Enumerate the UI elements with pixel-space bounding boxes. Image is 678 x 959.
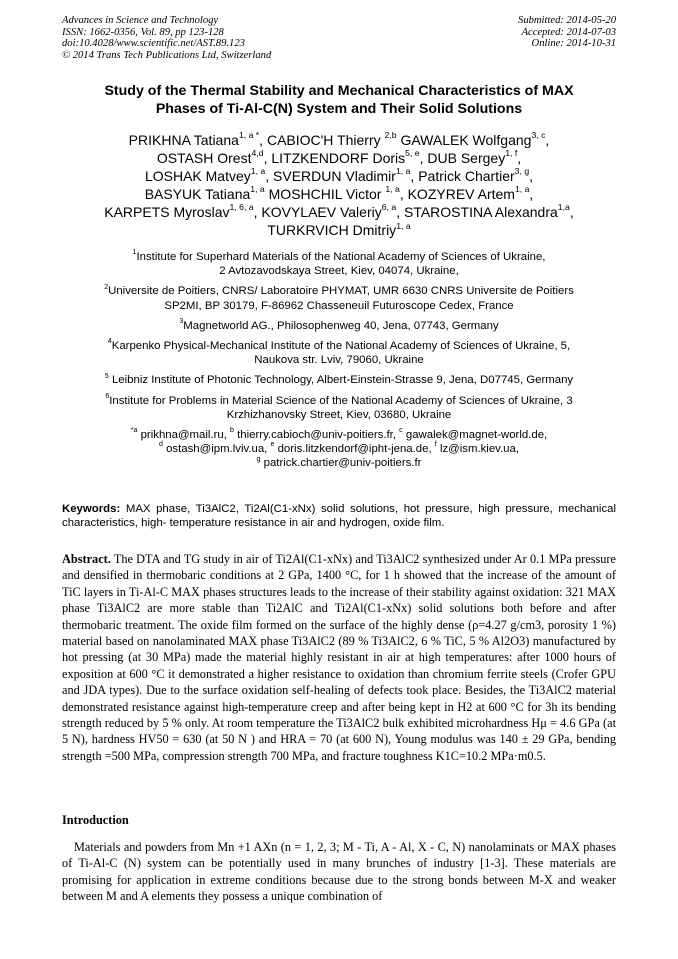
- affiliation-text: SP2MI, BP 30179, F-86962 Chasseneuil Futuroscope Cedex, France: [164, 299, 514, 312]
- accepted-date: Accepted: 2014-07-03: [521, 26, 616, 38]
- author-name: STAROSTINA Alexandra: [403, 204, 558, 221]
- affiliation-2: [62, 284, 616, 312]
- affiliation-text: Leibniz Institute of Photonic Technology, Albert-Einstein-Strasse 9, Jena, D07745, Germany: [108, 374, 574, 387]
- author-line-2: OSTASH Orest$^{4,d}$, LITZKENDORF Doris$^{5, e}$, DUB Sergey$^{1, f}$,: [156, 148, 522, 167]
- email-list: $^{*a}$ prikhna@mail.ru, $^b$ thierry.cabioch@univ-poitiers.fr, $^c$ gawalek@magnet-world.de, $^d$ ostash@ipm.lviv.ua, $^e$ doris.litzkendorf@ipht-jena.de, $^f$ lz@ism.kiev.ua, $^g$ patrick.chartier@univ-poitiers.fr: [130, 427, 548, 470]
- affiliation-5: [62, 373, 616, 387]
- author-name: Patrick Chartier: [418, 168, 515, 185]
- affiliation-6: [62, 394, 616, 422]
- author-name: DUB Sergey: [427, 150, 506, 167]
- affiliation-3: [62, 319, 616, 333]
- author-sup: 1,a: [557, 202, 570, 213]
- keywords-section: [62, 503, 616, 531]
- author-sup: 1, a *: [238, 130, 260, 141]
- author-sup: 1, 6, a: [229, 202, 254, 213]
- journal-header: [62, 15, 271, 61]
- author-sup: 1, a: [250, 166, 266, 177]
- author-name: MOSHCHIL Victor: [268, 186, 386, 203]
- affiliation-text: Magnetworld AG., Philosophenweg 40, Jena, 07743, Germany: [183, 319, 499, 332]
- author-sup: 3, c: [531, 130, 546, 141]
- affiliation-number: 6: [105, 392, 110, 400]
- email-b[interactable]: thierry.cabioch@univ-poitiers.fr,: [237, 429, 396, 442]
- author-name: KOVYLAEV Valeriy: [261, 204, 382, 221]
- affiliation-number: 3: [179, 317, 184, 325]
- author-line-5: KARPETS Myroslav$^{1, 6, a}$, KOVYLAEV Valeriy$^{6, a}$, STAROSTINA Alexandra$^{1,a}$,: [104, 202, 574, 221]
- journal-name: Advances in Science and Technology: [62, 15, 219, 26]
- copyright: © 2014 Trans Tech Publications Ltd, Switzerland: [62, 49, 272, 61]
- author-sup: 5, e: [405, 148, 420, 159]
- affiliation-text: Krzhizhanovsky Street, Kiev, 03680, Ukraine: [226, 408, 452, 421]
- keywords-label: Keywords:: [62, 503, 121, 515]
- author-name: BASYUK Tatiana: [144, 186, 251, 203]
- affiliation-text: Institute for Problems in Material Science of the National Academy of Sciences of Ukraine, 3: [109, 394, 573, 407]
- author-name: KARPETS Myroslav: [104, 204, 230, 221]
- affiliation-4: [62, 339, 616, 367]
- author-list: [62, 131, 616, 240]
- doi: doi:10.4028/www.scientific.net/AST.89.123: [62, 38, 245, 50]
- author-sup: 4,d: [251, 148, 264, 159]
- email-g[interactable]: patrick.chartier@univ-poitiers.fr: [263, 457, 422, 470]
- affiliation-number: 1: [132, 249, 137, 257]
- submitted-date: Submitted: 2014-05-20: [518, 15, 616, 26]
- affiliation-number: 4: [107, 338, 112, 346]
- title-line-2: Phases of Ti-Al-C(N) System and Their Solid Solutions: [155, 101, 523, 117]
- issn: ISSN: 1662-0356, Vol. 89, pp 123-128: [62, 26, 224, 38]
- author-name: LITZKENDORF Doris: [271, 150, 406, 167]
- affiliation-text: 2 Avtozavodskaya Street, Kiev, 04074, Ukraine,: [219, 265, 459, 278]
- author-sup: 1, f: [505, 148, 518, 159]
- affiliation-1: [62, 250, 616, 278]
- section-heading: Introduction: [62, 813, 129, 827]
- author-name: TURKRVICH Dmitriy: [267, 222, 397, 239]
- author-line-3: LOSHAK Matvey$^{1, a}$, SVERDUN Vladimir$^{1, a}$, Patrick Chartier$^{3, g}$,: [144, 166, 534, 185]
- introduction-text: Materials and powders from Mn +1 AXn (n = 1, 2, 3; M - Ti, A - Al, X - C, N) nanolaminats or MAX phases of Ti-Al-C (N) system can be potentially used in many brunches of industry [1-3]. These materials are promising for application in extreme conditions because due to the strong bonds between M-X and weaker between M and A elements they possess a unique combination of: [62, 840, 616, 904]
- author-name: LOSHAK Matvey: [144, 168, 251, 185]
- abstract-text: The DTA and TG study in air of Ti2Al(C1-xNx) and Ti3AlC2 synthesized under Ar 0.1 MPa pressure and densified in thermobaric conditions at 2 GPa, 1400 °C, for 1 h showed that the increase of the amount of TiC layers in Ti-Al-C MAX phases structures leads to the increase of their stability against oxidation: 321 MAX phase Ti3AlC2 are more stable than Ti2AlC and Ti2Al(C1-xNx) solid solutions both before and after thermobaric treatment. The oxide film formed on the surface of the highly dense (ρ=4.27 g/cm3, porosity 1 %) material based on nanolaminated MAX phase Ti3AlC2 (89 % Ti3AlC2, 6 % TiC, 5 % Al2O3) manufactured by hot pressing (at 30 MPa) made the material highly resistant in air at high temperatures: after 1000 hours of exposition at 600 °C it demonstrated a higher resistance to oxidation than chromium ferrite steels (Crofer GPU and JDA types). Due to the surface oxidation self-healing of defects took place. Besides, the Ti3AlC2 material demonstrated resistance against high-temperature creep and after being kept in H2 at 600 °C for 3h its bending strength reduced by 5 % only. At room temperature the Ti3AlC2 bulk exhibited microhardness Hμ = 4.6 GPa (at 5 N), hardness HV50 = 630 (at 50 N ) and HRA = 70 (at 600 N), Young modulus was 140 ± 29 GPa, bending strength =500 MPa, compression strength 700 MPa, and fracture toughness K1C=10.2 MPa·m0.5.: [62, 552, 616, 763]
- title-line-1: Study of the Thermal Stability and Mechanical Characteristics of MAX: [104, 83, 574, 99]
- author-name: GAWALEK Wolfgang: [400, 132, 532, 148]
- author-sup: 1, a: [395, 166, 411, 177]
- affiliation-text: Karpenko Physical-Mechanical Institute of the National Academy of Sciences of Ukraine, 5,: [111, 340, 571, 353]
- author-name: KOZYREV Artem: [407, 186, 515, 203]
- online-date: Online: 2014-10-31: [531, 38, 616, 50]
- abstract-label: Abstract.: [62, 552, 111, 566]
- author-line-1: PRIKHNA Tatiana$^{1, a *}$, CABIOC'H Thierry $^{2,b}$ GAWALEK Wolfgang$^{3, c}$,: [128, 130, 550, 148]
- dates-header: [518, 15, 616, 50]
- author-sup: 3, g: [514, 166, 530, 177]
- email-c[interactable]: gawalek@magnet-world.de,: [405, 429, 548, 442]
- author-name: PRIKHNA Tatiana: [128, 132, 239, 148]
- author-sup: 1, a: [385, 184, 400, 195]
- affiliation-list: [62, 250, 616, 476]
- author-line-4: BASYUK Tatiana$^{1, a}$ MOSHCHIL Victor $^{1, a}$, KOZYREV Artem$^{1, a}$,: [144, 184, 534, 203]
- author-name: OSTASH Orest: [156, 150, 252, 167]
- author-line-6: [62, 221, 616, 239]
- keywords-text: MAX phase, Ti3AlC2, Ti2Al(C1-xNx) solid solutions, hot pressure, high pressure, mechanical characteristics, high- temperature resistance in air and hydrogen, oxide film.: [62, 503, 616, 529]
- affiliation-text: Naukova str. Lviv, 79060, Ukraine: [254, 354, 424, 367]
- email-e[interactable]: doris.litzkendorf@ipht-jena.de,: [277, 443, 432, 456]
- email-d[interactable]: ostash@ipm.lviv.ua,: [166, 443, 268, 456]
- author-sup: 6, a: [381, 202, 397, 213]
- affiliation-number: 2: [104, 283, 109, 291]
- author-sup: 2,b: [384, 130, 397, 141]
- affiliation-text: Institute for Superhard Materials of the National Academy of Sciences of Ukraine,: [136, 251, 546, 263]
- email-a[interactable]: prikhna@mail.ru,: [140, 429, 227, 442]
- email-f[interactable]: lz@ism.kiev.ua,: [439, 443, 520, 456]
- author-sup: 1, a: [514, 184, 530, 195]
- affiliation-text: Universite de Poitiers, CNRS/ Laboratoire PHYMAT, UMR 6630 CNRS Universite de Poitiers: [108, 285, 574, 298]
- paper-title: [62, 82, 616, 118]
- author-name: CABIOC'H Thierry: [266, 132, 385, 148]
- abstract-section: [62, 551, 616, 764]
- author-sup: 1, a: [250, 184, 265, 195]
- author-name: SVERDUN Vladimir: [273, 168, 396, 185]
- author-sup: 1, a: [396, 220, 411, 231]
- affiliation-number: 5: [104, 372, 109, 380]
